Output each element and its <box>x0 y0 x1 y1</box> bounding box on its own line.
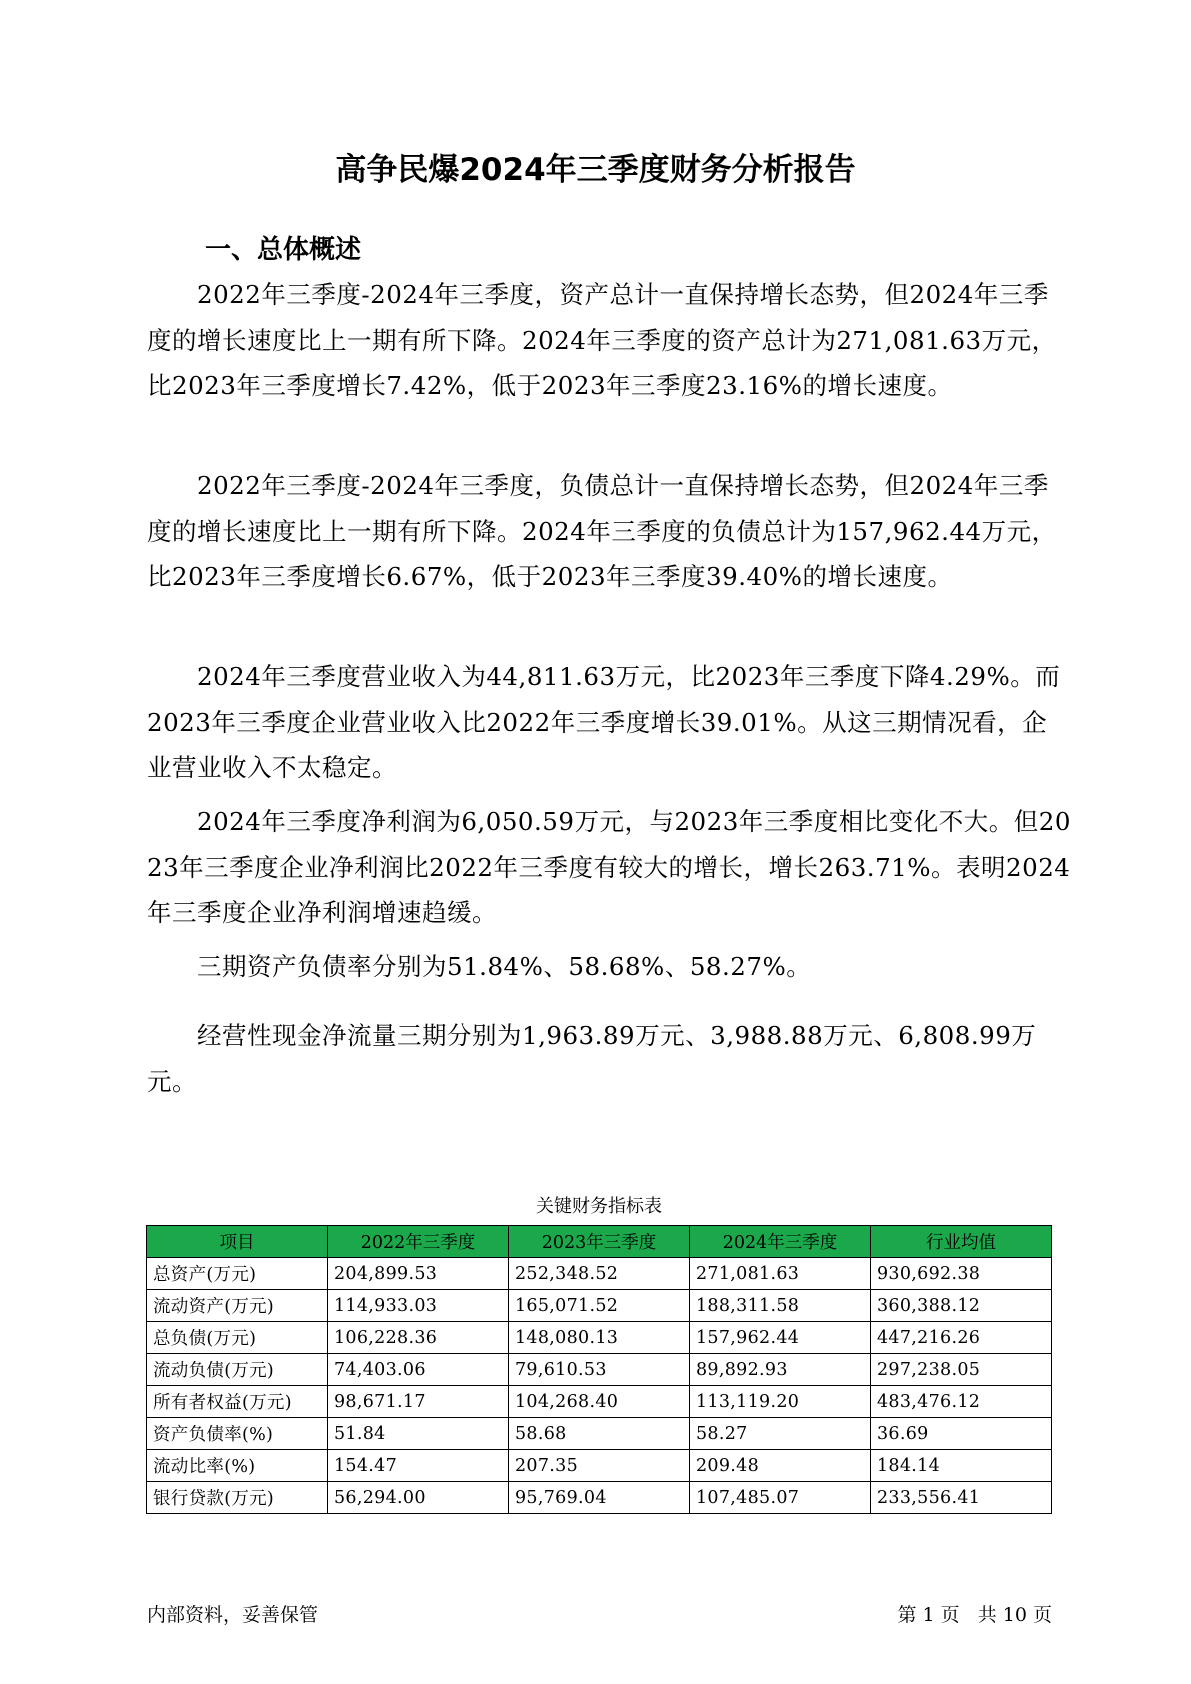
table-row <box>147 1418 1052 1450</box>
table-cell: 89,892.93 <box>690 1354 871 1386</box>
table-header-row <box>147 1226 1052 1258</box>
table-cell: 79,610.53 <box>509 1354 690 1386</box>
table-cell: 银行贷款(万元) <box>147 1482 328 1514</box>
table-cell: 252,348.52 <box>509 1258 690 1290</box>
table-row <box>147 1354 1052 1386</box>
table-cell: 流动比率(%) <box>147 1450 328 1482</box>
table-cell: 165,071.52 <box>509 1290 690 1322</box>
table-cell: 56,294.00 <box>328 1482 509 1514</box>
table-cell: 58.68 <box>509 1418 690 1450</box>
table-cell: 207.35 <box>509 1450 690 1482</box>
table-row <box>147 1258 1052 1290</box>
table-cell: 资产负债率(%) <box>147 1418 328 1450</box>
paragraph-total-assets: 2022年三季度-2024年三季度，资产总计一直保持增长态势，但2024年三季度的增长速度比上一期有所下降。2024年三季度的资产总计为271,081.63万元，比2023年三季度增长7.42%，低于2023年三季度23.16%的增长速度。 <box>147 280 1057 400</box>
table-cell: 148,080.13 <box>509 1322 690 1354</box>
table-cell: 总负债(万元) <box>147 1322 328 1354</box>
page-title: 高争民爆2024年三季度财务分析报告 <box>335 152 856 188</box>
paragraph-total-liabilities: 2022年三季度-2024年三季度，负债总计一直保持增长态势，但2024年三季度的增长速度比上一期有所下降。2024年三季度的负债总计为157,962.44万元，比2023年三季度增长6.67%，低于2023年三季度39.40%的增长速度。 <box>147 471 1057 591</box>
footer-confidential-note: 内部资料，妥善保管 <box>147 1604 319 1626</box>
table-caption: 关键财务指标表 <box>536 1196 662 1217</box>
table-row <box>147 1450 1052 1482</box>
table-row <box>147 1482 1052 1514</box>
table-cell: 297,238.05 <box>871 1354 1052 1386</box>
table-cell: 188,311.58 <box>690 1290 871 1322</box>
table-cell: 233,556.41 <box>871 1482 1052 1514</box>
table-cell: 271,081.63 <box>690 1258 871 1290</box>
section-heading-overview: 一、总体概述 <box>205 235 362 265</box>
footer-page-number: 第 1 页 共 10 页 <box>897 1604 1052 1626</box>
table-header-cell: 2024年三季度 <box>690 1226 871 1258</box>
table-cell: 95,769.04 <box>509 1482 690 1514</box>
table-cell: 总资产(万元) <box>147 1258 328 1290</box>
table-cell: 51.84 <box>328 1418 509 1450</box>
table-cell: 流动资产(万元) <box>147 1290 328 1322</box>
table-cell: 104,268.40 <box>509 1386 690 1418</box>
table-header-cell: 2023年三季度 <box>509 1226 690 1258</box>
table-cell: 36.69 <box>871 1418 1052 1450</box>
table-cell: 98,671.17 <box>328 1386 509 1418</box>
key-financial-indicators-table <box>146 1225 1052 1514</box>
table-cell: 107,485.07 <box>690 1482 871 1514</box>
table-cell: 360,388.12 <box>871 1290 1052 1322</box>
table-cell: 58.27 <box>690 1418 871 1450</box>
table-cell: 所有者权益(万元) <box>147 1386 328 1418</box>
table-cell: 204,899.53 <box>328 1258 509 1290</box>
table-cell: 447,216.26 <box>871 1322 1052 1354</box>
table-cell: 184.14 <box>871 1450 1052 1482</box>
table-cell: 930,692.38 <box>871 1258 1052 1290</box>
paragraph-cash-flow: 经营性现金净流量三期分别为1,963.89万元、3,988.88万元、6,808.99万元。 <box>147 1021 1037 1096</box>
table-cell: 154.47 <box>328 1450 509 1482</box>
table-cell: 209.48 <box>690 1450 871 1482</box>
paragraph-net-profit: 2024年三季度净利润为6,050.59万元，与2023年三季度相比变化不大。但2023年三季度企业净利润比2022年三季度有较大的增长，增长263.71%。表明2024年三季度企业净利润增速趋缓。 <box>147 807 1071 927</box>
table-row <box>147 1322 1052 1354</box>
table-cell: 106,228.36 <box>328 1322 509 1354</box>
table-cell: 流动负债(万元) <box>147 1354 328 1386</box>
paragraph-revenue: 2024年三季度营业收入为44,811.63万元，比2023年三季度下降4.29%。而2023年三季度企业营业收入比2022年三季度增长39.01%。从这三期情况看，企业营业收入不太稳定。 <box>147 662 1061 782</box>
table-header-cell: 项目 <box>147 1226 328 1258</box>
table-row <box>147 1386 1052 1418</box>
table-cell: 483,476.12 <box>871 1386 1052 1418</box>
table-row <box>147 1290 1052 1322</box>
table-cell: 157,962.44 <box>690 1322 871 1354</box>
table-cell: 113,119.20 <box>690 1386 871 1418</box>
table-header-cell: 2022年三季度 <box>328 1226 509 1258</box>
paragraph-debt-ratio: 三期资产负债率分别为51.84%、58.68%、58.27%。 <box>197 952 812 981</box>
table-cell: 114,933.03 <box>328 1290 509 1322</box>
table-cell: 74,403.06 <box>328 1354 509 1386</box>
table-header-cell: 行业均值 <box>871 1226 1052 1258</box>
